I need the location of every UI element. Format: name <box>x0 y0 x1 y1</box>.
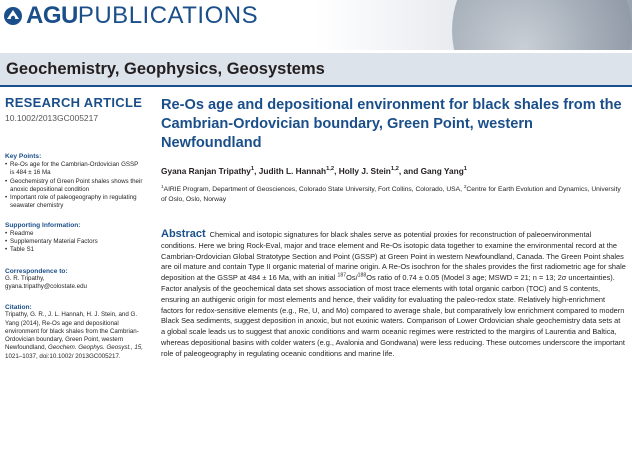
author[interactable]: Gyana Ranjan Tripathy <box>161 166 251 176</box>
citation-text: Tripathy, G. R., J. L. Hannah, H. J. Stein, and G. Yang (2014), Re-Os age and depositional environment for black shales from the Cambrian-Ordovician boundary, Green Point, western Newfoundland, <box>5 311 139 352</box>
citation <box>5 311 143 361</box>
doi[interactable]: 10.1002/2013GC005217 <box>5 113 99 123</box>
divider <box>0 85 632 87</box>
isotope-mass: 188 <box>357 272 367 279</box>
correspondence-heading: Correspondence to: <box>5 267 68 275</box>
affiliations <box>161 185 626 205</box>
supporting-list <box>5 230 143 255</box>
key-points-list <box>5 161 143 211</box>
globe-graphic <box>452 0 632 50</box>
author[interactable]: , Holly J. Stein <box>334 166 391 176</box>
abstract-text-3: Os ratio of 0.74 ± 0.05 (Model 3 age; MSWD = 21; n = 13; 2σ uncertainties). Factor analysis of the geochemical data set shows association of most trace elements with total organic carbon (TOC) and S contents, ensuring an authigenic origin for most elements and hence, their validity for evaluating the paleo-redox state. Relatively high-enrichment factors for redox-sensitive elements (e.g., Re, U, and Mo) compared to average shale, but comparatively low enrichment compared to modern Black Sea sediments, suggest deposition in anoxic, but not euxinic waters. Comparison of Lower Ordovician shale geochemistry data sets at a global scale leads us to suggest that anoxic conditions and warm oceanic regimes were restricted to the margins of Laurentia and Baltica, whereas depositional basins with colder waters (e.g., Avalonia and Gondwana) were less reducing. These outcomes underscore the important role of paleogeography in regulating oceanic conditions and marine life. <box>161 273 625 358</box>
abstract-text-1: Chemical and isotopic signatures for black shales serve as potential proxies for reconstruction of paleoenvironmental conditions. Here we bring Rock-Eval, major and trace element and Re-Os isotopic data together to examine the environmental record at the Cambrian-Ordovician Global Stratotype Section and Point (GSSP) at Green Point in western Newfoundland, Canada. The Green Point shales are oil mature and contain Type II organic material of marine origin. A Re-Os isochron for the shales provides the first radiometric age for shale deposition at the GSSP at 484 ± 16 Ma, with an initial <box>161 230 626 283</box>
author[interactable]: , Judith L. Hannah <box>254 166 327 176</box>
article-title: Re-Os age and depositional environment for black shales from the Cambrian-Ordovician boundary, Green Point, western Newfoundland <box>161 97 622 151</box>
citation-heading: Citation: <box>5 304 32 312</box>
abstract-text-2: Os/ <box>346 273 358 283</box>
author-affiliation-mark: 1 <box>463 166 467 173</box>
abstract-heading: Abstract <box>161 228 206 240</box>
affiliation-mark: 2 <box>463 183 467 189</box>
publisher-banner <box>0 0 632 50</box>
correspondence-name: G. R. Tripathy, <box>5 274 45 282</box>
author-affiliation-mark: 1,2 <box>390 166 399 173</box>
agu-logo-icon <box>3 6 23 26</box>
agu-logo[interactable] <box>3 4 258 28</box>
abstract <box>161 229 626 360</box>
article-type: RESEARCH ARTICLE <box>5 95 143 110</box>
correspondence-email[interactable]: gyana.tripathy@colostate.edu <box>5 282 87 290</box>
affiliation-mark: 1 <box>161 183 164 189</box>
author-list <box>161 166 626 176</box>
key-points-heading: Key Points: <box>5 153 42 160</box>
supporting-item[interactable]: • Readme <box>5 230 143 238</box>
affiliation-2: Centre for Earth Evolution and Dynamics, University of Oslo, Oslo, Norway <box>161 186 621 203</box>
supporting-item[interactable]: • Table S1 <box>5 246 143 254</box>
supporting-item[interactable]: • Supplementary Material Factors <box>5 238 143 246</box>
key-point: • Important role of paleogeography in regulating seawater chemistry <box>5 194 143 211</box>
brand-bold: AGU <box>26 2 78 29</box>
author-affiliation-mark: 1 <box>250 166 255 173</box>
key-point: • Geochemistry of Green Point shales shows their anoxic depositional condition <box>5 178 143 195</box>
key-point: • Re-Os age for the Cambrian-Ordovician GSSP is 484 ± 16 Ma <box>5 161 143 178</box>
citation-tail: 1021–1037, doi:10.1002/ 2013GC005217. <box>5 352 121 360</box>
brand-light: PUBLICATIONS <box>77 2 259 29</box>
author[interactable]: , and Gang Yang <box>398 166 464 176</box>
affiliation-1: AIRIE Program, Department of Geosciences, Colorado State University, Fort Collins, Colorado, USA, <box>163 186 464 193</box>
journal-title[interactable]: Geochemistry, Geophysics, Geosystems <box>6 60 325 78</box>
sidebar <box>5 95 143 361</box>
citation-journal: Geochem. Geophys. Geosyst., 15, <box>48 344 143 352</box>
isotope-mass: 187 <box>337 272 347 279</box>
supporting-heading: Supporting Information: <box>5 221 81 229</box>
author-affiliation-mark: 1,2 <box>326 166 335 173</box>
